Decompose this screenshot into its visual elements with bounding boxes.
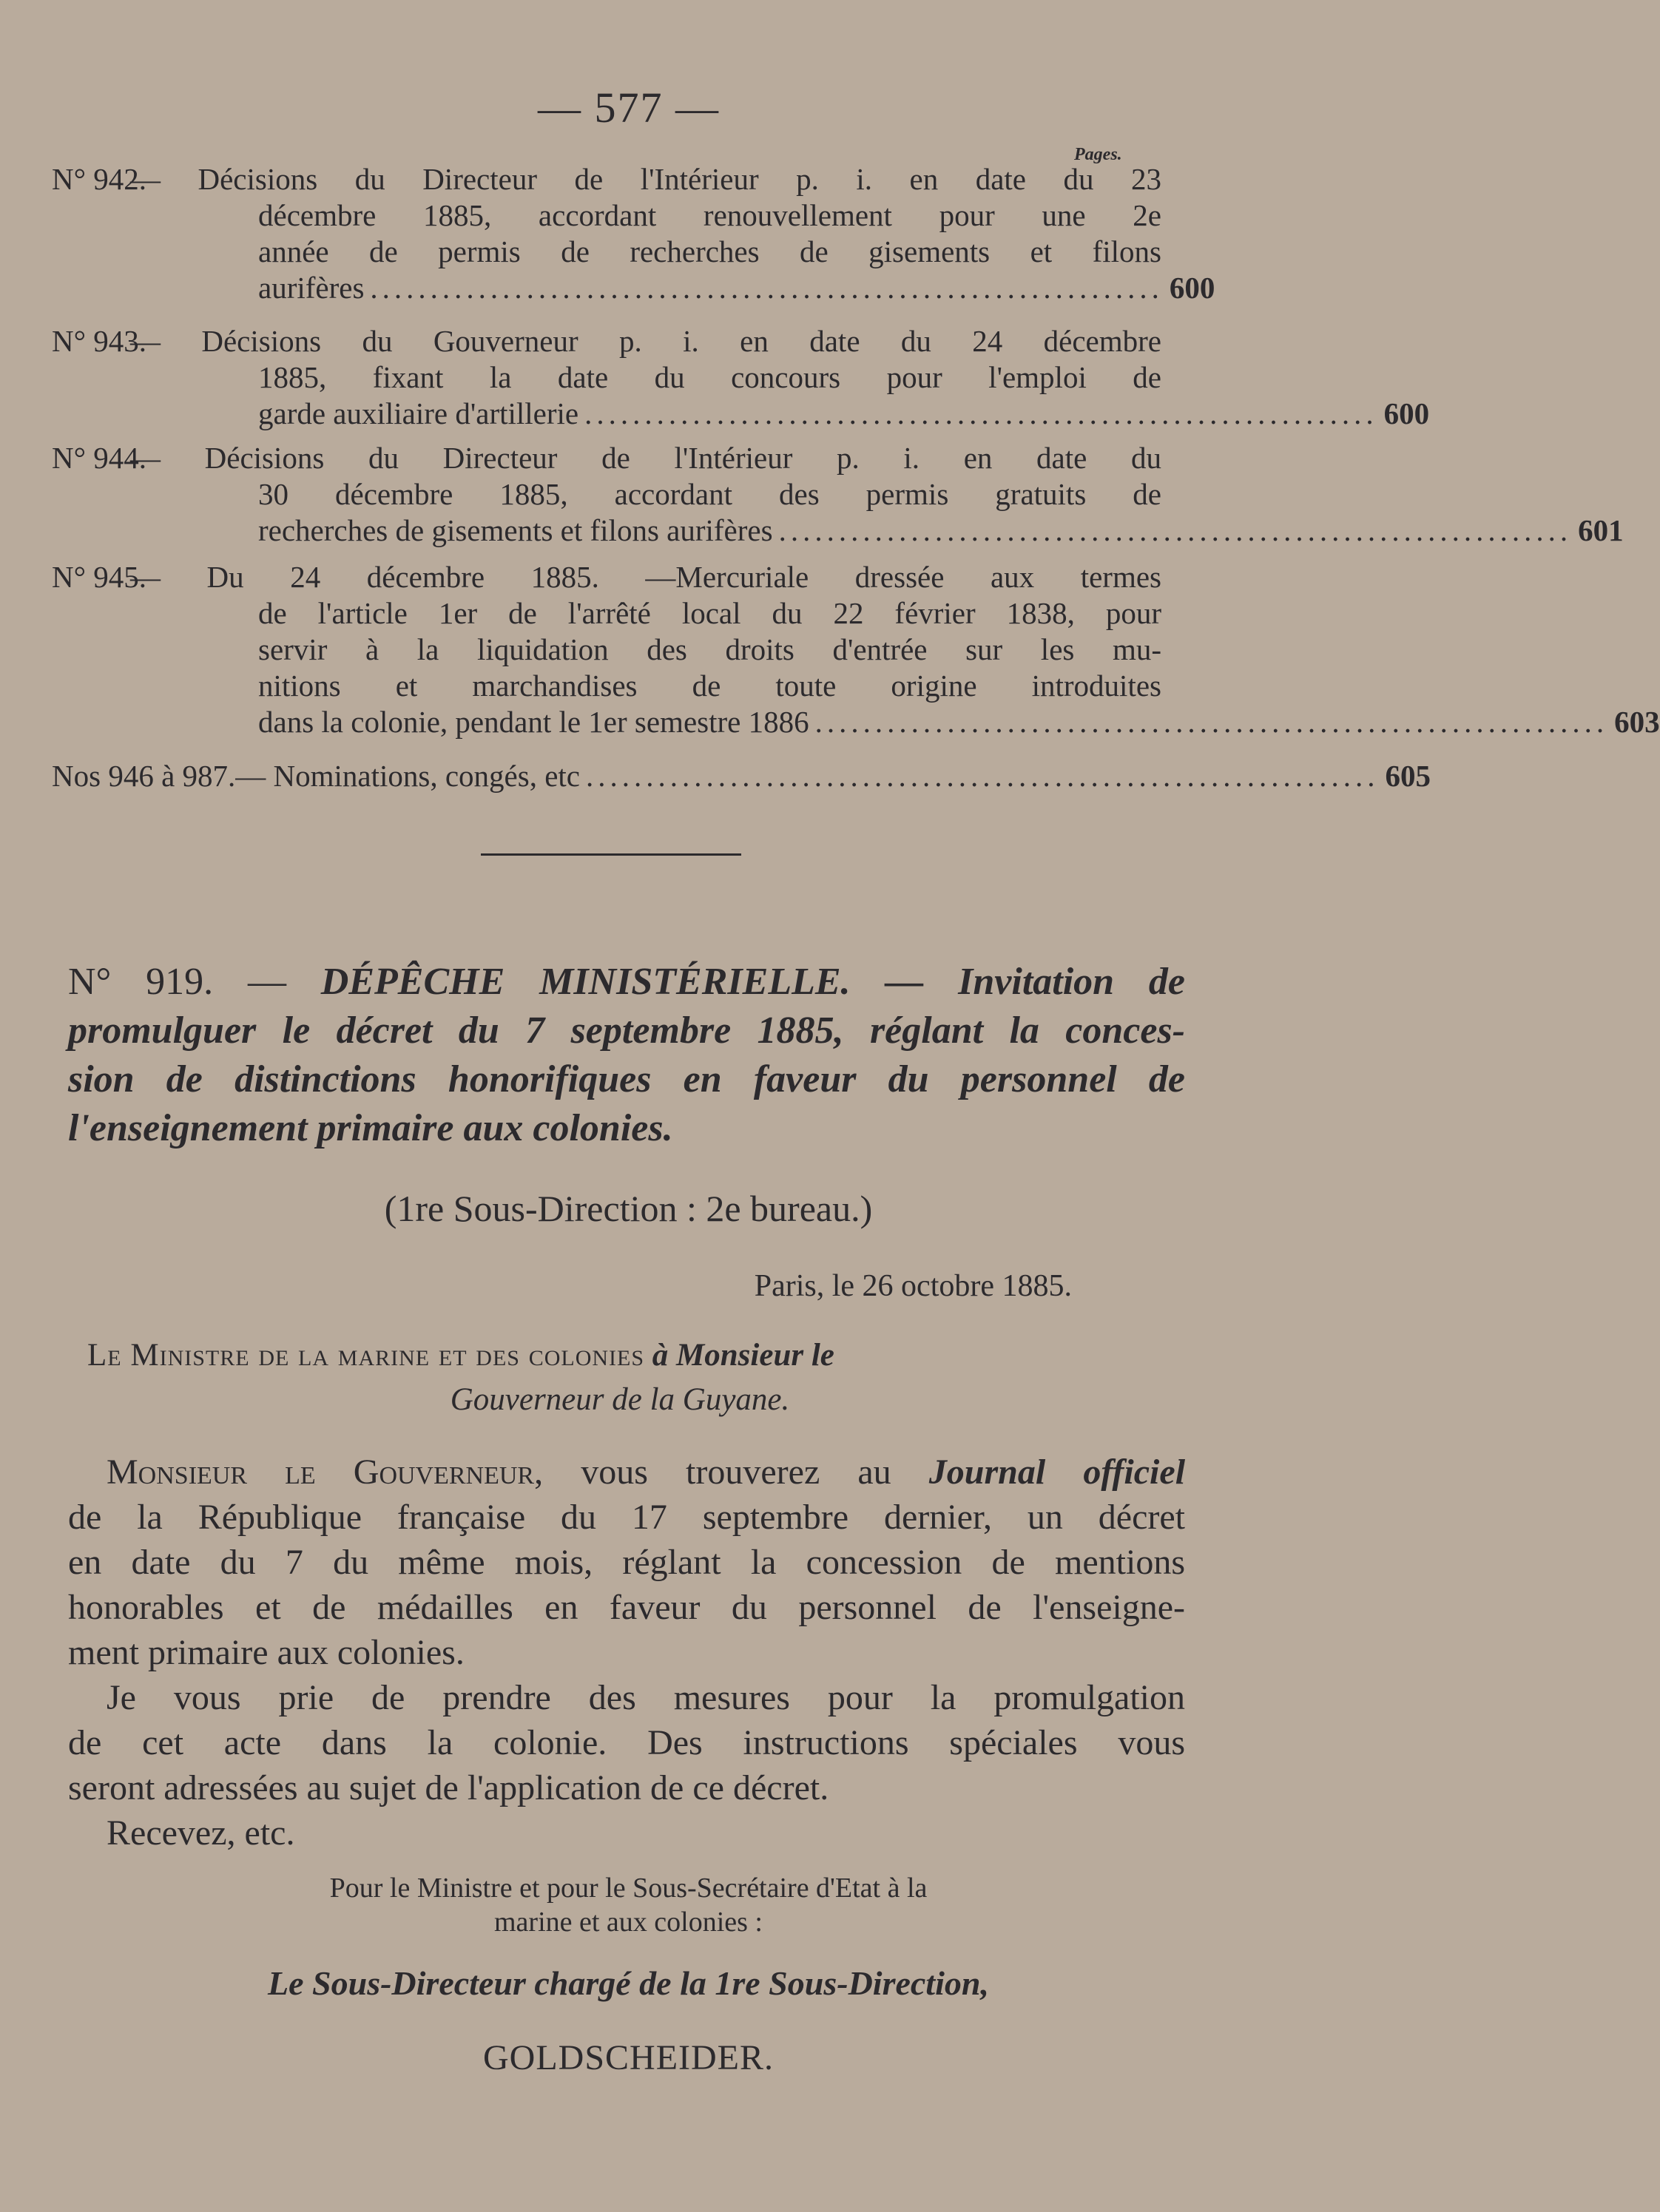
letter-line: honorables et de médailles en faveur du personnel de l'enseigne- <box>68 1588 1185 1627</box>
subdirection-line: (1re Sous-Direction : 2e bureau.) <box>384 1188 873 1229</box>
addressee <box>87 1333 1153 1422</box>
toc-page-ref: 605 <box>1385 759 1431 793</box>
letter-line: seront adressées au sujet de l'application de ce décret. <box>68 1768 829 1807</box>
decree-line <box>68 958 1185 1007</box>
toc-entry-line: recherches de gisements et filons aurifères <box>258 513 773 547</box>
section-divider <box>481 853 741 856</box>
toc-entry-last-line <box>258 704 1660 740</box>
dot-leader: .................................................................. <box>584 396 1378 430</box>
dot-leader: .................................................................. <box>585 759 1380 793</box>
toc-entry-last-line <box>52 758 1431 794</box>
letter-text: vous trouverez au <box>581 1452 891 1492</box>
signature-line: Pour le Ministre et pour le Sous-Secrétaire d'Etat à la <box>329 1873 928 1904</box>
toc-entry-number: N° 943. <box>52 324 147 358</box>
addressee-line: Gouverneur de la Guyane. <box>450 1382 790 1417</box>
decree-line: sion de distinctions honorifiques en faveur du personnel de <box>68 1058 1185 1100</box>
decree-number: N° 919. — <box>68 961 286 1003</box>
salutation: Monsieur le Gouverneur, <box>107 1452 544 1492</box>
toc-entry-line: décembre 1885, accordant renouvellement pour une 2e <box>258 198 1161 232</box>
toc-entry-number: N° 945. <box>52 560 147 594</box>
closing: Recevez, etc. <box>107 1813 295 1853</box>
decree-heading <box>68 958 1185 1153</box>
letter-line: de la République française du 17 septembre dernier, un décret <box>68 1498 1185 1537</box>
signature-preamble <box>0 1871 1257 1939</box>
toc-entry-line: — Nominations, congés, etc <box>235 759 580 793</box>
dot-leader: .................................................................. <box>814 705 1609 739</box>
toc-entry-line: de l'article 1er de l'arrêté local du 22 février 1838, pour <box>258 596 1161 630</box>
dot-leader: .................................................................. <box>370 271 1164 305</box>
toc-entry-line: — Décisions du Gouverneur p. i. en date du 24 décembre <box>130 324 1161 358</box>
page-number: — 577 — <box>538 84 720 132</box>
toc-page-ref: 603 <box>1614 705 1660 739</box>
toc-entry-line: servir à la liquidation des droits d'entrée sur les mu- <box>258 632 1161 666</box>
signature-line: marine et aux colonies : <box>494 1907 763 1938</box>
toc-entry-line: — Décisions du Directeur de l'Intérieur p. i. en date du 23 <box>130 162 1161 196</box>
dot-leader: .................................................................. <box>778 513 1573 547</box>
toc-entry-line: nitions et marchandises de toute origine introduites <box>258 669 1161 703</box>
dateline: Paris, le 26 octobre 1885. <box>754 1269 1072 1303</box>
toc-entry-last-line <box>258 396 1430 432</box>
toc-entry-number: N° 944. <box>52 441 147 475</box>
signature-name: GOLDSCHEIDER. <box>483 2038 774 2077</box>
letter-line: de cet acte dans la colonie. Des instructions spéciales vous <box>68 1723 1185 1762</box>
toc-entry-last-line <box>258 270 1215 306</box>
toc-entry-number: N° 942. <box>52 162 147 196</box>
toc-entry-last-line <box>258 513 1624 549</box>
toc-entry-line: aurifères <box>258 271 365 305</box>
letter-line <box>68 1450 1185 1495</box>
addressee-recipient: à Monsieur le <box>652 1338 834 1373</box>
decree-title: DÉPÊCHE MINISTÉRIELLE. — Invitation de <box>320 961 1185 1003</box>
journal-title: Journal officiel <box>928 1452 1186 1492</box>
addressee-line <box>87 1333 1153 1378</box>
toc-page-ref: 601 <box>1578 513 1624 547</box>
letter-line: Je vous prie de prendre des mesures pour la promulgation <box>107 1678 1185 1717</box>
toc-entry-line: 30 décembre 1885, accordant des permis gratuits de <box>258 477 1161 511</box>
pages-column-label: Pages. <box>1074 145 1122 164</box>
toc-page-ref: 600 <box>1383 396 1430 430</box>
toc-entry-line: — Décisions du Directeur de l'Intérieur p. i. en date du <box>130 441 1161 475</box>
toc-entry-line: année de permis de recherches de gisements et filons <box>258 234 1161 268</box>
toc-page-ref: 600 <box>1169 271 1215 305</box>
toc-entry-line: dans la colonie, pendant le 1er semestre 1886 <box>258 705 809 739</box>
signature-title: Le Sous-Directeur chargé de la 1re Sous-Direction, <box>268 1964 989 2002</box>
decree-line: promulguer le décret du 7 septembre 1885, réglant la conces- <box>68 1009 1185 1052</box>
addressee-sender: Le Ministre de la marine et des colonies <box>87 1338 645 1373</box>
toc-entry-line: garde auxiliaire d'artillerie <box>258 396 579 430</box>
decree-line: l'enseignement primaire aux colonies. <box>68 1107 673 1149</box>
letter-line: ment primaire aux colonies. <box>68 1633 465 1672</box>
toc-entry-946-987 <box>52 758 1431 794</box>
letter-line: en date du 7 du même mois, réglant la concession de mentions <box>68 1543 1185 1582</box>
toc-entry-number: Nos 946 à 987. <box>52 759 236 793</box>
toc-entry-line: 1885, fixant la date du concours pour l'emploi de <box>258 360 1161 394</box>
toc-entry-line: — Du 24 décembre 1885. —Mercuriale dressée aux termes <box>130 560 1161 594</box>
letter-body <box>68 1450 1185 1856</box>
